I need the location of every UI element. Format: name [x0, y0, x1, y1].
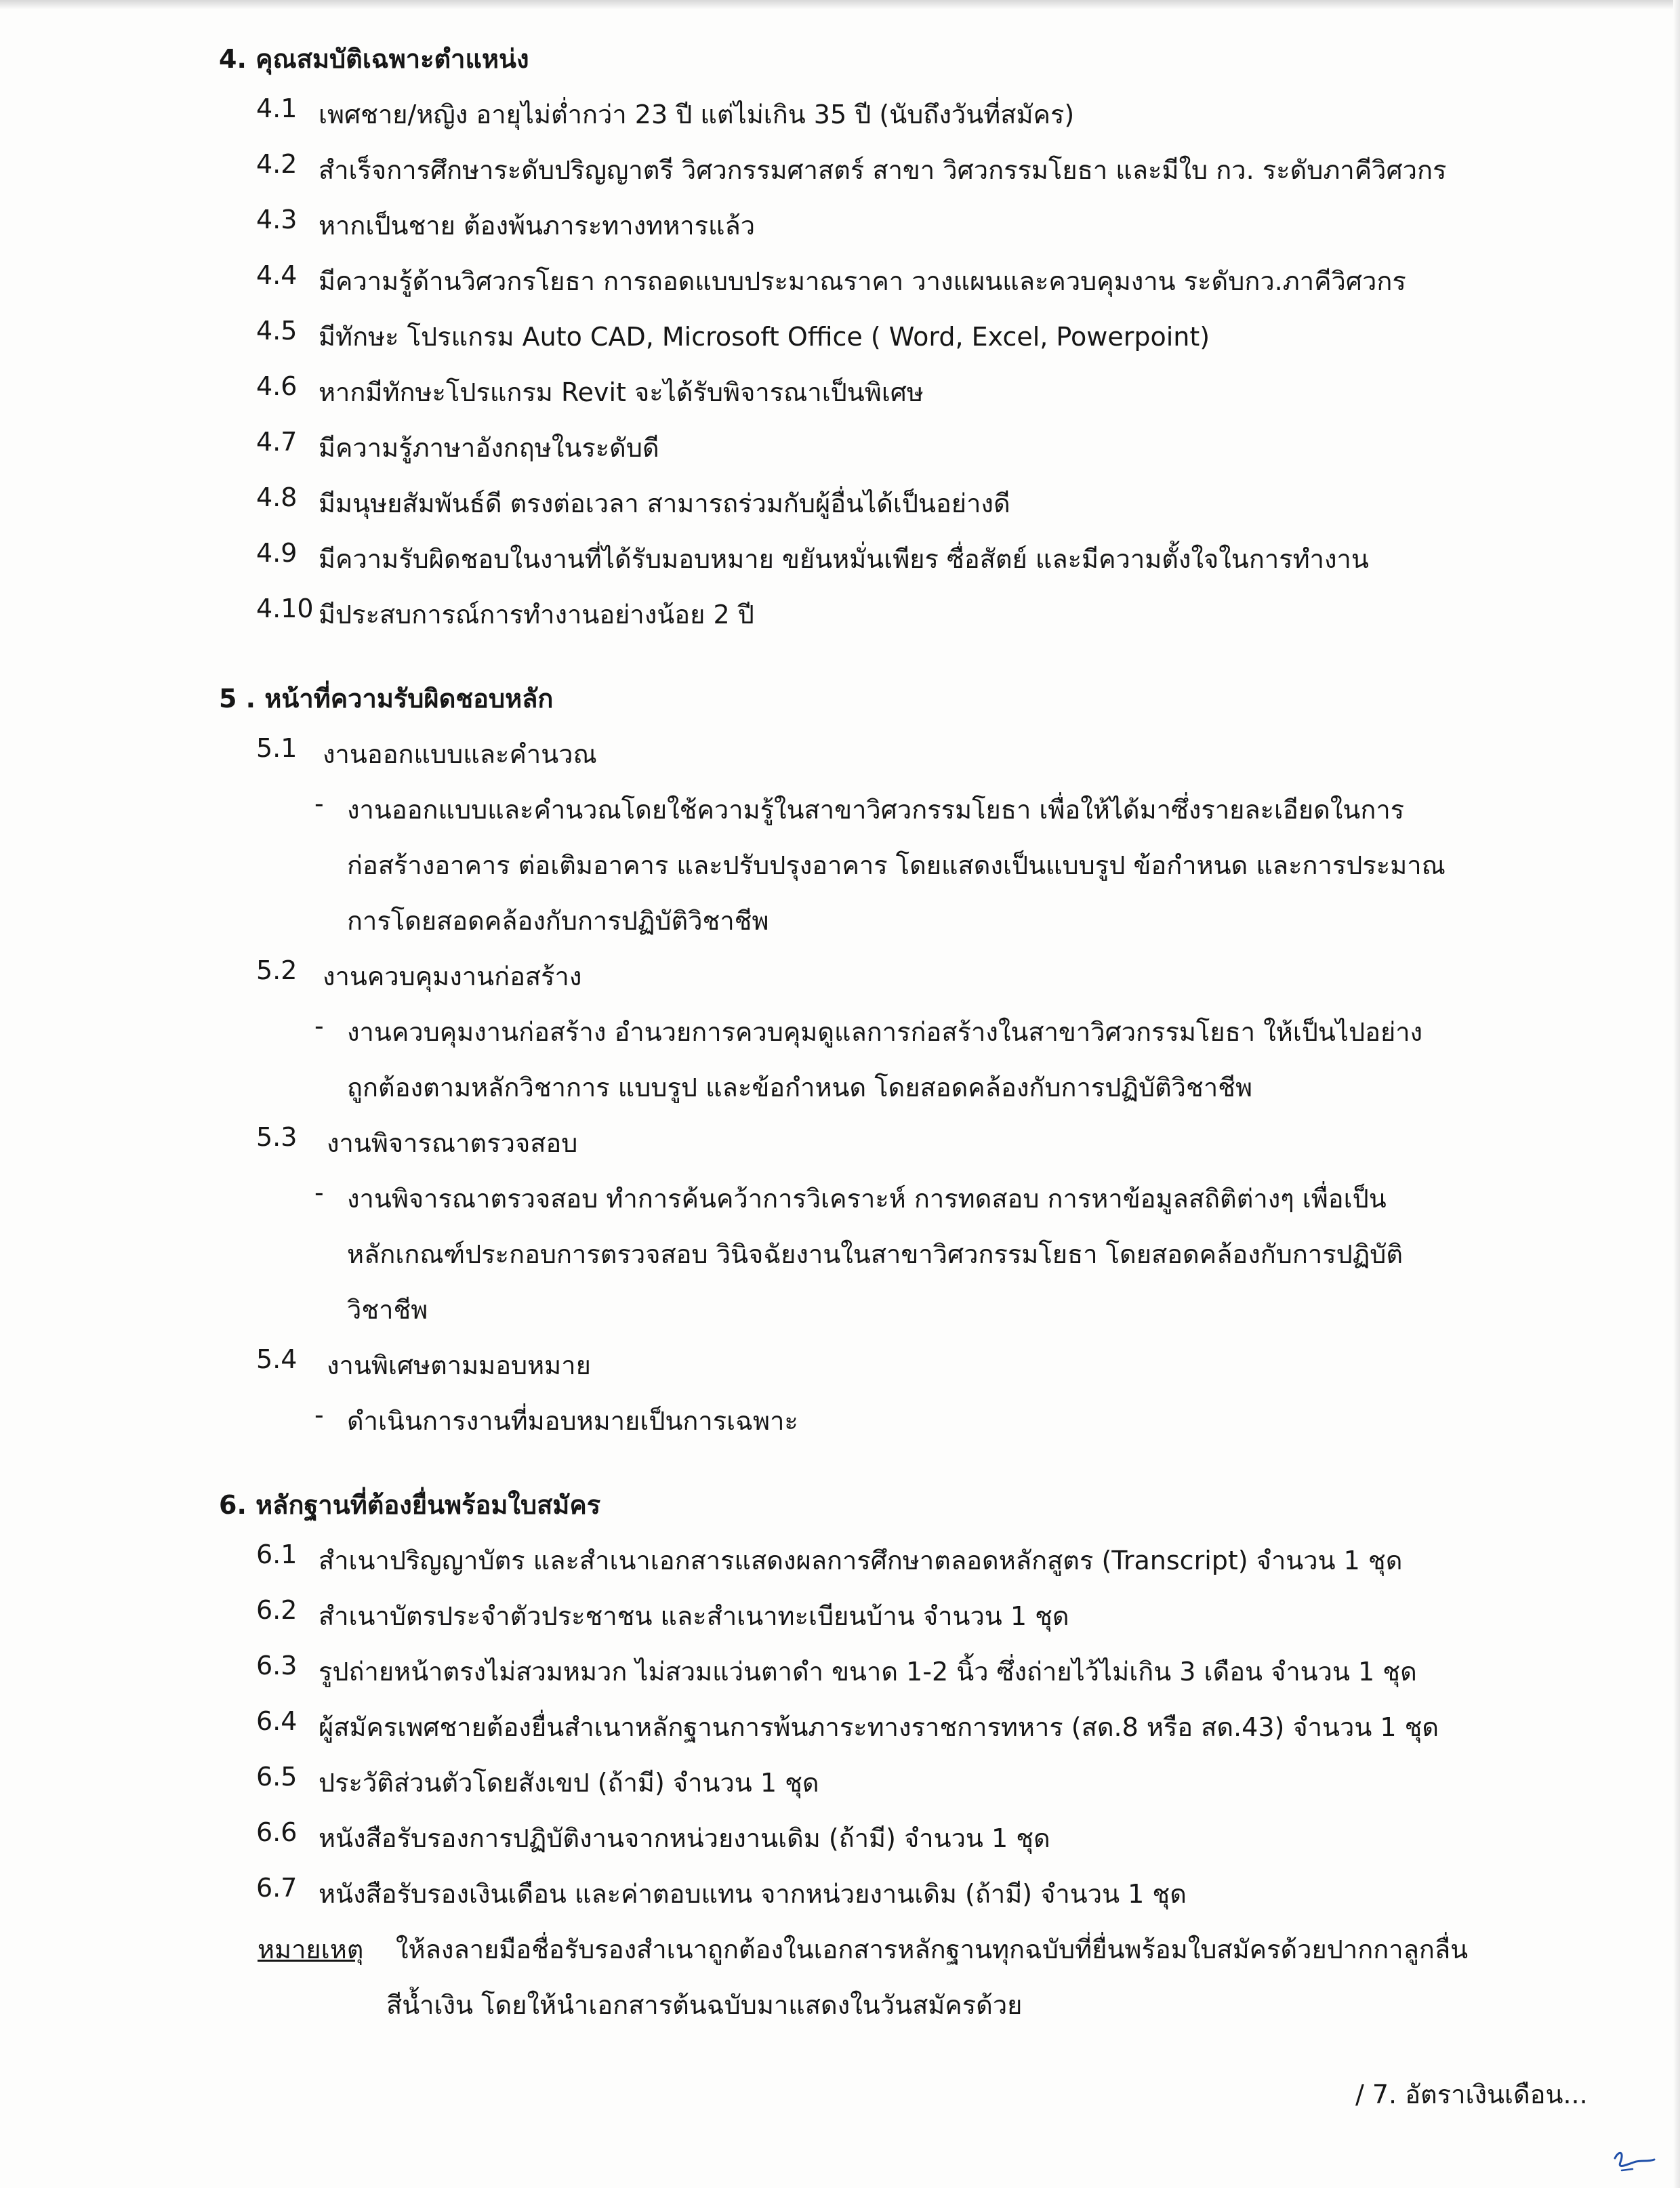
item-text: หากมีทักษะโปรแกรม Revit จะได้รับพิจารณาเป็นพิเศษ: [319, 377, 924, 407]
section-5-heading: 5 . หน้าที่ความรับผิดชอบหลัก: [219, 684, 554, 714]
item-detail-line: งานออกแบบและคำนวณโดยใช้ความรู้ในสาขาวิศวกรรมโยธา เพื่อให้ได้มาซึ่งรายละเอียดในการ: [347, 795, 1405, 825]
item-text: รูปถ่ายหน้าตรงไม่สวมหมวก ไม่สวมแว่นตาดำ ขนาด 1-2 นิ้ว ซึ่งถ่ายไว้ไม่เกิน 3 เดือน จำนวน 1 ชุด: [319, 1657, 1417, 1687]
item-title: งานออกแบบและคำนวณ: [323, 739, 597, 769]
item-text: มีประสบการณ์การทำงานอย่างน้อย 2 ปี: [319, 600, 754, 629]
item-number: 5.3: [256, 1122, 298, 1152]
item-number: 4.1: [256, 94, 298, 123]
item-detail-line: งานพิจารณาตรวจสอบ ทำการค้นคว้าการวิเคราะห์ การทดสอบ การหาข้อมูลสถิติต่างๆ เพื่อเป็น: [347, 1184, 1387, 1214]
item-number: 6.1: [256, 1540, 298, 1569]
item-number: 4.8: [256, 482, 298, 512]
item-text: ผู้สมัครเพศชายต้องยื่นสำเนาหลักฐานการพ้นภาระทางราชการทหาร (สด.8 หรือ สด.43) จำนวน 1 ชุด: [319, 1712, 1439, 1742]
item-title: งานพิจารณาตรวจสอบ: [327, 1128, 578, 1158]
item-number: 5.1: [256, 733, 298, 763]
section-6-heading: 6. หลักฐานที่ต้องยื่นพร้อมใบสมัคร: [219, 1490, 601, 1520]
item-text: มีมนุษยสัมพันธ์ดี ตรงต่อเวลา สามารถร่วมกับผู้อื่นได้เป็นอย่างดี: [319, 489, 1010, 518]
item-number: 4.3: [256, 205, 298, 234]
item-number: 6.6: [256, 1817, 298, 1847]
item-number: 5.4: [256, 1344, 298, 1374]
bullet-dash: -: [314, 1178, 324, 1207]
item-number: 6.4: [256, 1706, 298, 1736]
item-text: สำเนาปริญญาบัตร และสำเนาเอกสารแสดงผลการศึกษาตลอดหลักสูตร (Transcript) จำนวน 1 ชุด: [319, 1546, 1403, 1575]
item-text: หนังสือรับรองเงินเดือน และค่าตอบแทน จากหน่วยงานเดิม (ถ้ามี) จำนวน 1 ชุด: [319, 1879, 1187, 1909]
note-label: หมายเหตุ: [258, 1935, 364, 1964]
section-4-heading: 4. คุณสมบัติเฉพาะตำแหน่ง: [219, 44, 529, 74]
item-number: 5.2: [256, 955, 298, 985]
initials-signature: [1605, 2145, 1660, 2179]
item-detail-line: หลักเกณฑ์ประกอบการตรวจสอบ วินิจฉัยงานในสาขาวิศวกรรมโยธา โดยสอดคล้องกับการปฏิบัติ: [347, 1239, 1404, 1269]
item-text: สำเนาบัตรประจำตัวประชาชน และสำเนาทะเบียนบ้าน จำนวน 1 ชุด: [319, 1601, 1069, 1631]
item-text: ประวัติส่วนตัวโดยสังเขป (ถ้ามี) จำนวน 1 ชุด: [319, 1768, 819, 1798]
bullet-dash: -: [314, 1011, 324, 1041]
item-text: สำเร็จการศึกษาระดับปริญญาตรี วิศวกรรมศาสตร์ สาขา วิศวกรรมโยธา และมีใบ กว. ระดับภาคีวิศวกร: [319, 155, 1447, 185]
item-detail-line: ถูกต้องตามหลักวิชาการ แบบรูป และข้อกำหนด โดยสอดคล้องกับการปฏิบัติวิชาชีพ: [347, 1073, 1252, 1102]
item-text: หนังสือรับรองการปฏิบัติงานจากหน่วยงานเดิม (ถ้ามี) จำนวน 1 ชุด: [319, 1823, 1050, 1853]
scan-top-edge: [0, 0, 1680, 9]
item-detail-line: ดำเนินการงานที่มอบหมายเป็นการเฉพาะ: [347, 1406, 798, 1436]
item-text: มีความรู้ด้านวิศวกรโยธา การถอดแบบประมาณราคา วางแผนและควบคุมงาน ระดับกว.ภาคีวิศวกร: [319, 266, 1406, 296]
item-title: งานพิเศษตามมอบหมาย: [327, 1350, 591, 1380]
continuation-text: / 7. อัตราเงินเดือน...: [1355, 2080, 1588, 2109]
item-number: 4.4: [256, 260, 298, 290]
item-text: มีความรับผิดชอบในงานที่ได้รับมอบหมาย ขยันหมั่นเพียร ซื่อสัตย์ และมีความตั้งใจในการทำงาน: [319, 544, 1369, 574]
bullet-dash: -: [314, 789, 324, 819]
scan-right-edge: [1673, 0, 1680, 2188]
item-text: มีความรู้ภาษาอังกฤษในระดับดี: [319, 433, 659, 463]
item-text: หากเป็นชาย ต้องพ้นภาระทางทหารแล้ว: [319, 211, 756, 241]
item-number: 4.2: [256, 149, 298, 179]
item-number: 6.3: [256, 1651, 298, 1680]
item-number: 6.5: [256, 1762, 298, 1792]
item-detail-line: ก่อสร้างอาคาร ต่อเติมอาคาร และปรับปรุงอาคาร โดยแสดงเป็นแบบรูป ข้อกำหนด และการประมาณ: [347, 850, 1446, 880]
item-number: 4.10: [256, 594, 314, 623]
note-text-line: สีน้ำเงิน โดยให้นำเอกสารต้นฉบับมาแสดงในวันสมัครด้วย: [386, 1990, 1023, 2020]
item-number: 4.9: [256, 538, 298, 568]
item-title: งานควบคุมงานก่อสร้าง: [323, 962, 582, 991]
item-number: 6.2: [256, 1595, 298, 1625]
item-number: 4.7: [256, 427, 298, 457]
item-text: เพศชาย/หญิง อายุไม่ต่ำกว่า 23 ปี แต่ไม่เกิน 35 ปี (นับถึงวันที่สมัคร): [319, 100, 1075, 129]
note-text-line: ให้ลงลายมือชื่อรับรองสำเนาถูกต้องในเอกสารหลักฐานทุกฉบับที่ยื่นพร้อมใบสมัครด้วยปากกาลูกลื่น: [396, 1935, 1469, 1964]
bullet-dash: -: [314, 1400, 324, 1430]
item-text: มีทักษะ โปรแกรม Auto CAD, Microsoft Office ( Word, Excel, Powerpoint): [319, 322, 1210, 352]
item-detail-line: การโดยสอดคล้องกับการปฏิบัติวิชาชีพ: [347, 906, 769, 936]
item-number: 6.7: [256, 1873, 298, 1903]
item-number: 4.6: [256, 371, 298, 401]
item-detail-line: งานควบคุมงานก่อสร้าง อำนวยการควบคุมดูแลการก่อสร้างในสาขาวิศวกรรมโยธา ให้เป็นไปอย่าง: [347, 1017, 1423, 1047]
item-detail-line: วิชาชีพ: [347, 1295, 428, 1325]
item-number: 4.5: [256, 316, 298, 346]
